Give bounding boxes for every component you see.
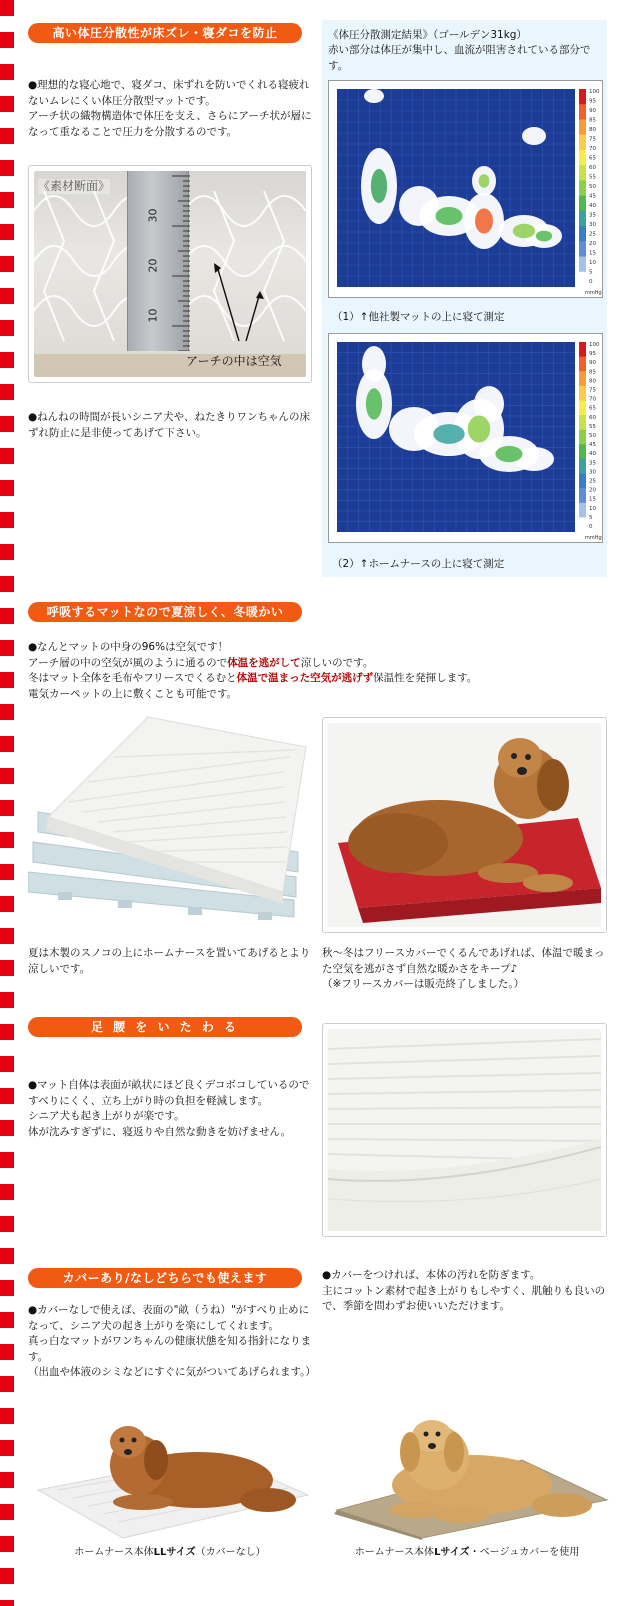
- dash-segment: [0, 32, 14, 48]
- dash-segment: [0, 960, 14, 976]
- caption-ll-size: ホームナース本体LLサイズ（カバーなし）: [74, 1547, 266, 1558]
- panel-title: 《体圧分散測定結果》（ゴールデン31kg）: [328, 29, 527, 41]
- dash-segment: [0, 768, 14, 784]
- svg-text:75: 75: [589, 387, 596, 394]
- dash-segment: [0, 896, 14, 912]
- svg-text:90: 90: [589, 108, 596, 114]
- no-cover-description: ●カバーなしで使えば、表面の"畝（うね）"がすべり止めになって、シニア犬の起き上がりを楽にしてくれます。 真っ白なマットがワンちゃんの健康状態を知る指針になります。 （出血や体液のシミなどにすぐに気がついてあげられます。）: [28, 1304, 316, 1378]
- ruler-label-10: 10: [146, 308, 160, 323]
- caption-competitor: （1）↑他社製マットの上に寝て測定: [332, 311, 505, 323]
- legs-description: ●マット自体は表面が畝状にほど良くデコボコしているのですべりにくく、立ち上がり時の負担を軽減します。 シニア犬も起き上がりが楽です。 体が沈みすぎずに、寝返りや自然な動きを妨げません。: [28, 1079, 310, 1138]
- photo-callout: アーチの中は空気: [186, 354, 282, 368]
- dash-segment: [0, 1248, 14, 1264]
- dash-segment: [0, 416, 14, 432]
- winter-caption: 秋〜冬はフリースカバーでくるんであげれば、体温で暖まった空気を逃がさず自然な暖かさをキープ♪ （※フリースカバーは販売終了しました。）: [322, 947, 605, 990]
- svg-text:25: 25: [589, 231, 596, 238]
- svg-text:0: 0: [589, 279, 593, 285]
- section-heading-breathing: 呼吸するマットなので夏涼しく、冬暖かい: [28, 602, 302, 622]
- svg-text:5: 5: [589, 269, 593, 276]
- svg-text:35: 35: [589, 460, 596, 467]
- dash-segment: [0, 672, 14, 688]
- dash-segment: [0, 608, 14, 624]
- svg-text:30: 30: [589, 469, 596, 476]
- dash-segment: [0, 352, 14, 368]
- dash-segment: [0, 1280, 14, 1296]
- emphasis-release-heat: 体温を逃がして: [227, 656, 301, 669]
- breathing-line-1: ●なんとマットの中身の96%は空気です！: [28, 641, 229, 653]
- svg-text:10: 10: [589, 505, 596, 512]
- svg-text:35: 35: [589, 212, 596, 219]
- dog-beige-cover-photo: [322, 1420, 612, 1540]
- heatmap-homenurse: [328, 333, 603, 543]
- heatmap-homenurse-graphic: [329, 334, 602, 542]
- dash-segment: [0, 288, 14, 304]
- dash-segment: [0, 640, 14, 656]
- svg-text:60: 60: [589, 165, 596, 171]
- dash-segment: [0, 1216, 14, 1232]
- dash-segment: [0, 1184, 14, 1200]
- dash-segment: [0, 448, 14, 464]
- dash-segment: [0, 1600, 14, 1606]
- summer-caption: 夏は木製のスノコの上にホームナースを置いてあげるとより涼しいです。: [28, 947, 311, 975]
- dog-red-cushion-photo: [322, 717, 607, 933]
- with-cover-description: ●カバーをつければ、本体の汚れを防ぎます。 主にコットン素材で起き上がりもしやすく、肌触りも良いので、季節を問わずお使いいただけます。: [322, 1269, 606, 1312]
- svg-text:55: 55: [589, 423, 596, 430]
- dash-segment: [0, 384, 14, 400]
- dash-segment: [0, 992, 14, 1008]
- svg-text:70: 70: [589, 396, 596, 403]
- svg-text:70: 70: [589, 146, 596, 152]
- svg-text:65: 65: [589, 405, 596, 412]
- photo-label: 《素材断面》: [38, 179, 111, 193]
- dash-segment: [0, 736, 14, 752]
- pressure-map-panel: [322, 20, 607, 577]
- heatmap-competitor-graphic: [329, 81, 602, 297]
- svg-text:75: 75: [589, 136, 596, 143]
- dash-segment: [0, 64, 14, 80]
- svg-text:45: 45: [589, 193, 596, 200]
- dash-segment: [0, 1312, 14, 1328]
- svg-text:5: 5: [589, 514, 593, 521]
- caption-homenurse: （2）↑ホームナースの上に寝て測定: [332, 558, 505, 570]
- caption-l-size: ホームナース本体Lサイズ・ベージュカバーを使用: [354, 1547, 580, 1558]
- svg-text:80: 80: [589, 378, 596, 385]
- svg-text:55: 55: [589, 174, 596, 181]
- dash-segment: [0, 832, 14, 848]
- svg-text:40: 40: [589, 451, 596, 458]
- svg-text:45: 45: [589, 442, 596, 449]
- svg-text:20: 20: [589, 241, 596, 247]
- svg-text:10: 10: [589, 260, 596, 266]
- svg-text:0: 0: [589, 524, 593, 530]
- section-heading-pressure: 高い体圧分散性が床ズレ・寝ダコを防止: [28, 23, 302, 43]
- dash-segment: [0, 1440, 14, 1456]
- svg-text:30: 30: [589, 222, 596, 228]
- emphasis-keep-warm: 体温で温まった空気が逃げず: [236, 672, 374, 684]
- breathing-line-4: 電気カーペットの上に敷くことも可能です。: [28, 687, 238, 700]
- dash-segment: [0, 576, 14, 592]
- dash-segment: [0, 1568, 14, 1584]
- senior-dog-note: ●ねんねの時間が長いシニア犬や、ねたきりワンちゃんの床ずれ防止に是非使ってあげて下さい。: [28, 411, 310, 439]
- dash-segment: [0, 1536, 14, 1552]
- breathing-line-2: アーチ層の中の空気が風のように通るので体温を逃がして涼しいのです。: [28, 656, 374, 669]
- dash-segment: [0, 544, 14, 560]
- panel-description: 赤い部分は体圧が集中し、血流が阻害されている部分です。: [328, 44, 591, 72]
- heatmap-competitor: [328, 80, 603, 298]
- dash-segment: [0, 480, 14, 496]
- dash-segment: [0, 1504, 14, 1520]
- section-heading-legs: 足 腰 を い た わ る: [28, 1017, 302, 1037]
- ruler-label-30: 30: [146, 208, 160, 223]
- dash-segment: [0, 1376, 14, 1392]
- pressure-description: ●理想的な寝心地で、寝ダコ、床ずれを防いでくれる寝疲れないムレにくい体圧分散型マットです。 アーチ状の織物構造体で体圧を支え、さらにアーチ状が層になって重なることで圧力を分散するのです。: [28, 79, 312, 138]
- svg-text:50: 50: [589, 433, 596, 439]
- dash-segment: [0, 320, 14, 336]
- dash-segment: [0, 512, 14, 528]
- svg-text:15: 15: [589, 496, 596, 503]
- svg-text:80: 80: [589, 127, 596, 133]
- dash-segment: [0, 192, 14, 208]
- dash-segment: [0, 1056, 14, 1072]
- svg-text:85: 85: [589, 369, 596, 376]
- dash-segment: [0, 0, 14, 16]
- svg-text:65: 65: [589, 155, 596, 162]
- breathing-line-3: 冬はマット全体を毛布やフリースでくるむと体温で温まった空気が逃げず保温性を発揮します。: [28, 672, 478, 684]
- svg-text:85: 85: [589, 117, 596, 124]
- dash-segment: [0, 864, 14, 880]
- svg-text:100: 100: [589, 89, 600, 95]
- section-heading-cover: カバーあり/なしどちらでも使えます: [28, 1268, 302, 1288]
- dash-segment: [0, 704, 14, 720]
- dash-segment: [0, 928, 14, 944]
- svg-text:90: 90: [589, 360, 596, 367]
- mat-on-slats-photo: [28, 712, 312, 934]
- ruler-label-20: 20: [146, 258, 160, 273]
- dash-segment: [0, 1152, 14, 1168]
- dash-segment: [0, 160, 14, 176]
- material-cross-section-photo: [28, 165, 312, 383]
- svg-text:40: 40: [589, 203, 596, 209]
- dash-segment: [0, 1088, 14, 1104]
- dash-segment: [0, 1472, 14, 1488]
- svg-text:60: 60: [589, 414, 596, 421]
- svg-text:25: 25: [589, 478, 596, 485]
- svg-text:95: 95: [589, 98, 596, 105]
- dash-segment: [0, 128, 14, 144]
- svg-text:100: 100: [589, 342, 600, 348]
- svg-text:15: 15: [589, 250, 596, 257]
- dash-segment: [0, 1120, 14, 1136]
- dash-segment: [0, 1408, 14, 1424]
- dash-segment: [0, 800, 14, 816]
- svg-text:mmHg: mmHg: [585, 290, 602, 296]
- svg-text:95: 95: [589, 351, 596, 358]
- svg-text:20: 20: [589, 487, 596, 494]
- dash-segment: [0, 96, 14, 112]
- dash-segment: [0, 224, 14, 240]
- svg-text:mmHg: mmHg: [585, 535, 602, 541]
- dash-segment: [0, 1344, 14, 1360]
- dash-segment: [0, 1024, 14, 1040]
- dash-segment: [0, 256, 14, 272]
- dog-white-mat-photo: [28, 1420, 312, 1540]
- mat-surface-closeup-photo: [322, 1023, 607, 1237]
- callout-arrows: [34, 171, 306, 377]
- svg-text:50: 50: [589, 184, 596, 190]
- breathing-description: [28, 640, 618, 702]
